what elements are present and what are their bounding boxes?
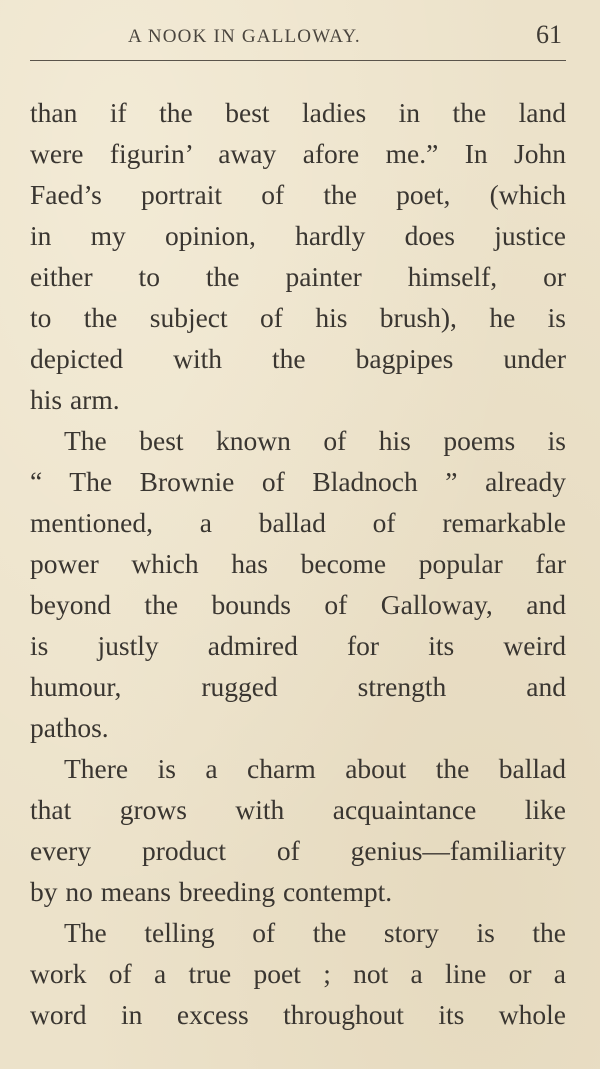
text-line: than if the best ladies in the land	[30, 97, 566, 128]
text-line: either to the painter himself, or	[30, 261, 566, 292]
paragraph-2	[30, 420, 566, 748]
text-line: by no means breeding contempt.	[30, 876, 393, 907]
text-line: that grows with acquaintance like	[30, 794, 566, 825]
text-line: There is a charm about the ballad	[64, 753, 566, 784]
text-line: power which has become popular far	[30, 548, 566, 579]
text-line: his arm.	[30, 384, 120, 415]
text-line: depicted with the bagpipes under	[30, 343, 566, 374]
paragraph-4	[30, 912, 566, 1035]
text-line: were figurin’ away afore me.” In John	[30, 138, 566, 169]
header-rule	[30, 60, 566, 61]
body-text	[30, 92, 566, 1035]
running-head	[30, 14, 566, 60]
text-line: pathos.	[30, 712, 109, 743]
text-line: work of a true poet ; not a line or a	[30, 958, 566, 989]
text-line: “ The Brownie of Bladnoch ” already	[30, 466, 566, 497]
text-line: beyond the bounds of Galloway, and	[30, 589, 566, 620]
running-title: A NOOK IN GALLOWAY.	[128, 26, 361, 47]
text-line: The telling of the story is the	[64, 917, 566, 948]
paragraph-3	[30, 748, 566, 912]
text-line: The best known of his poems is	[64, 425, 566, 456]
text-line: is justly admired for its weird	[30, 630, 566, 661]
page-number: 61	[536, 20, 562, 49]
text-line: every product of genius—familiarity	[30, 835, 566, 866]
paragraph-1	[30, 92, 566, 420]
text-line: in my opinion, hardly does justice	[30, 220, 566, 251]
text-line: mentioned, a ballad of remarkable	[30, 507, 566, 538]
text-line: to the subject of his brush), he is	[30, 302, 566, 333]
text-line: Faed’s portrait of the poet, (which	[30, 179, 566, 210]
text-line: word in excess throughout its whole	[30, 999, 566, 1030]
text-line: humour, rugged strength and	[30, 671, 566, 702]
